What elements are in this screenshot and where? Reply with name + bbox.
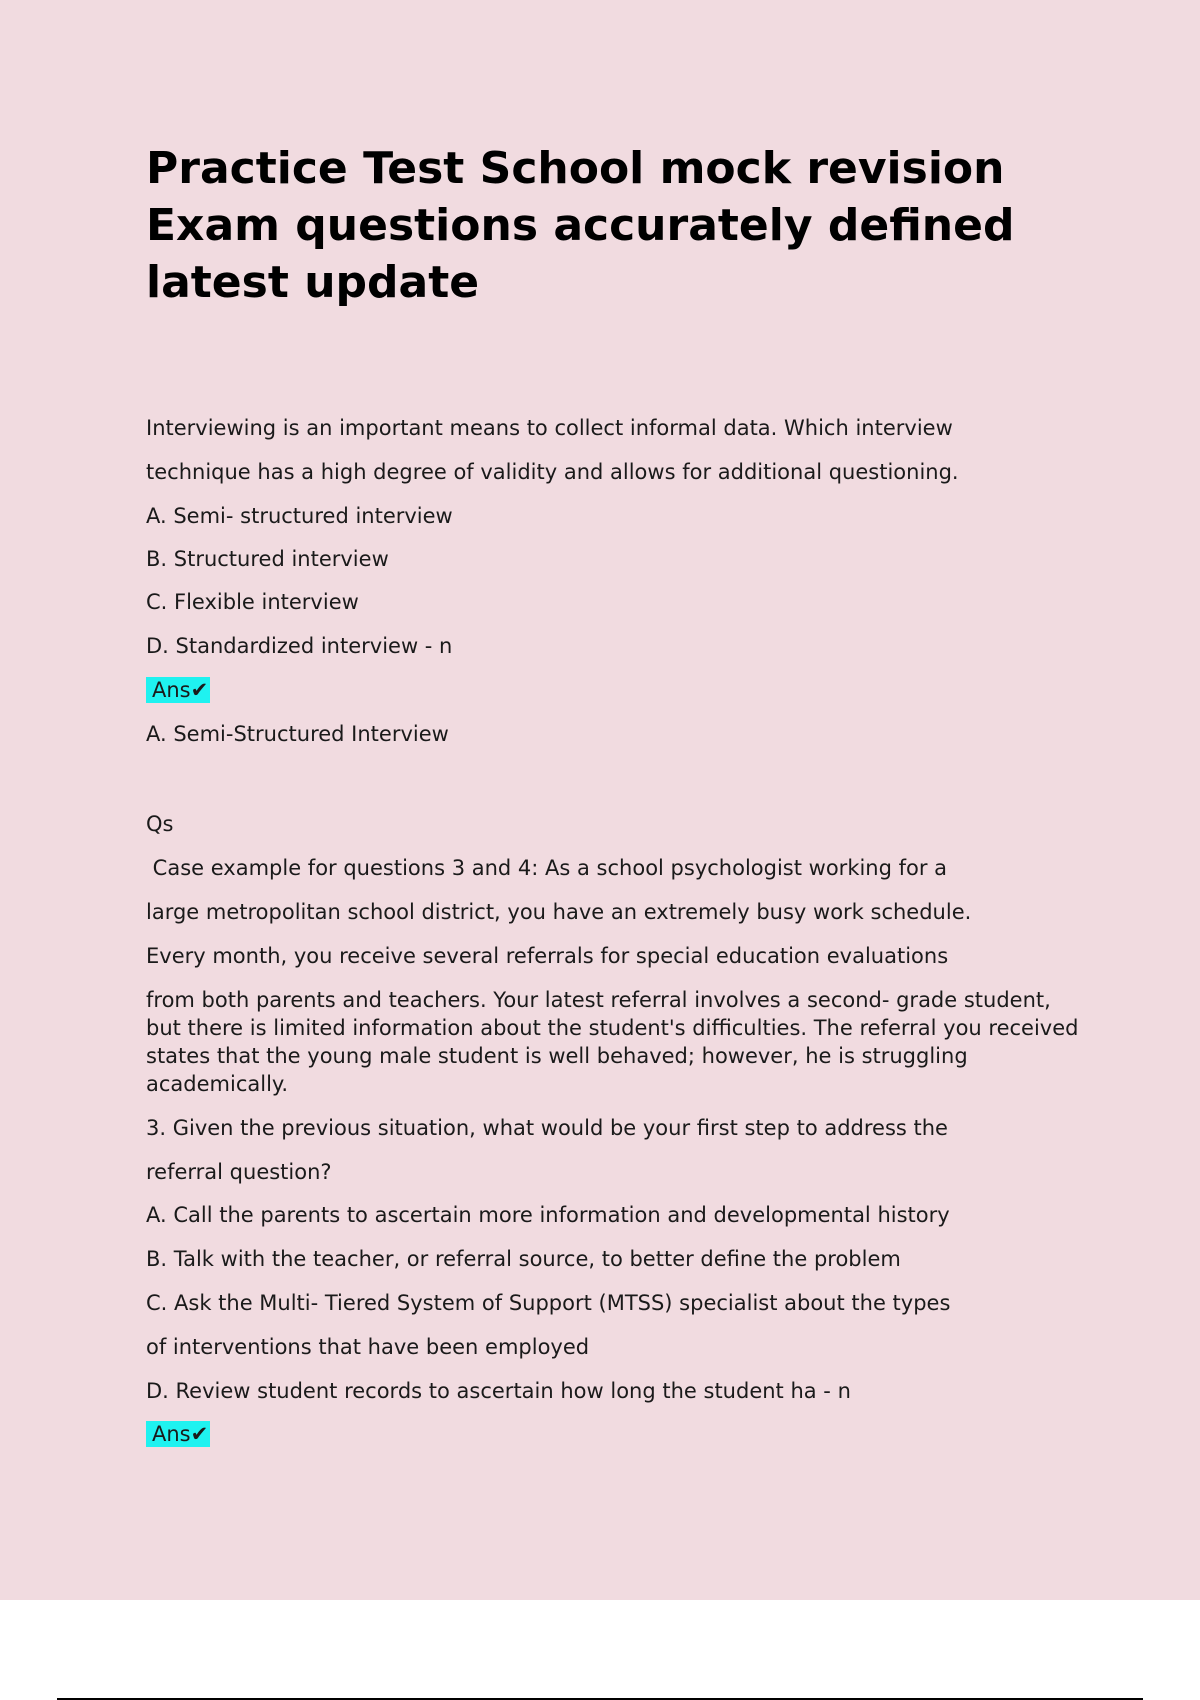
q3-prompt-line-2: referral question? <box>146 1160 332 1184</box>
q3-option-c-line-1: C. Ask the Multi- Tiered System of Support (MTSS) specialist about the types <box>146 1291 951 1315</box>
page-title: Practice Test School mock revision Exam questions accurately defined latest update <box>146 143 1015 308</box>
q3-prompt-line-1: 3. Given the previous situation, what would be your first step to address the <box>146 1116 948 1140</box>
qs-label: Qs <box>146 812 174 836</box>
q1-option-a: A. Semi- structured interview <box>146 504 453 528</box>
q1-prompt-line-1: Interviewing is an important means to collect informal data. Which interview <box>146 416 953 440</box>
q3-answer-badge: Ans✔ <box>146 1421 210 1447</box>
case-line-3: Every month, you receive several referrals for special education evaluations <box>146 944 949 968</box>
q3-option-b: B. Talk with the teacher, or referral source, to better define the problem <box>146 1247 901 1271</box>
case-line-2: large metropolitan school district, you have an extremely busy work schedule. <box>146 900 972 924</box>
q1-option-b: B. Structured interview <box>146 547 389 571</box>
q3-option-a: A. Call the parents to ascertain more information and developmental history <box>146 1203 950 1227</box>
q1-option-c: C. Flexible interview <box>146 590 359 614</box>
case-paragraph: from both parents and teachers. Your latest referral involves a second- grade student, but there is limited information about the student's difficulties. The referral you received states that the young male student is well behaved; however, he is struggling academically. <box>146 988 1079 1096</box>
q1-answer-row <box>146 675 210 705</box>
q3-answer-row <box>146 1419 210 1449</box>
case-line-1: Case example for questions 3 and 4: As a school psychologist working for a <box>146 856 948 880</box>
q3-option-d: D. Review student records to ascertain how long the student ha - n <box>146 1379 851 1403</box>
q1-answer-badge: Ans✔ <box>146 677 210 703</box>
q1-answer-text: A. Semi-Structured Interview <box>146 722 449 746</box>
q3-option-c-line-2: of interventions that have been employed <box>146 1335 590 1359</box>
q1-prompt-line-2: technique has a high degree of validity and allows for additional questioning. <box>146 460 959 484</box>
q1-option-d: D. Standardized interview - n <box>146 634 453 658</box>
